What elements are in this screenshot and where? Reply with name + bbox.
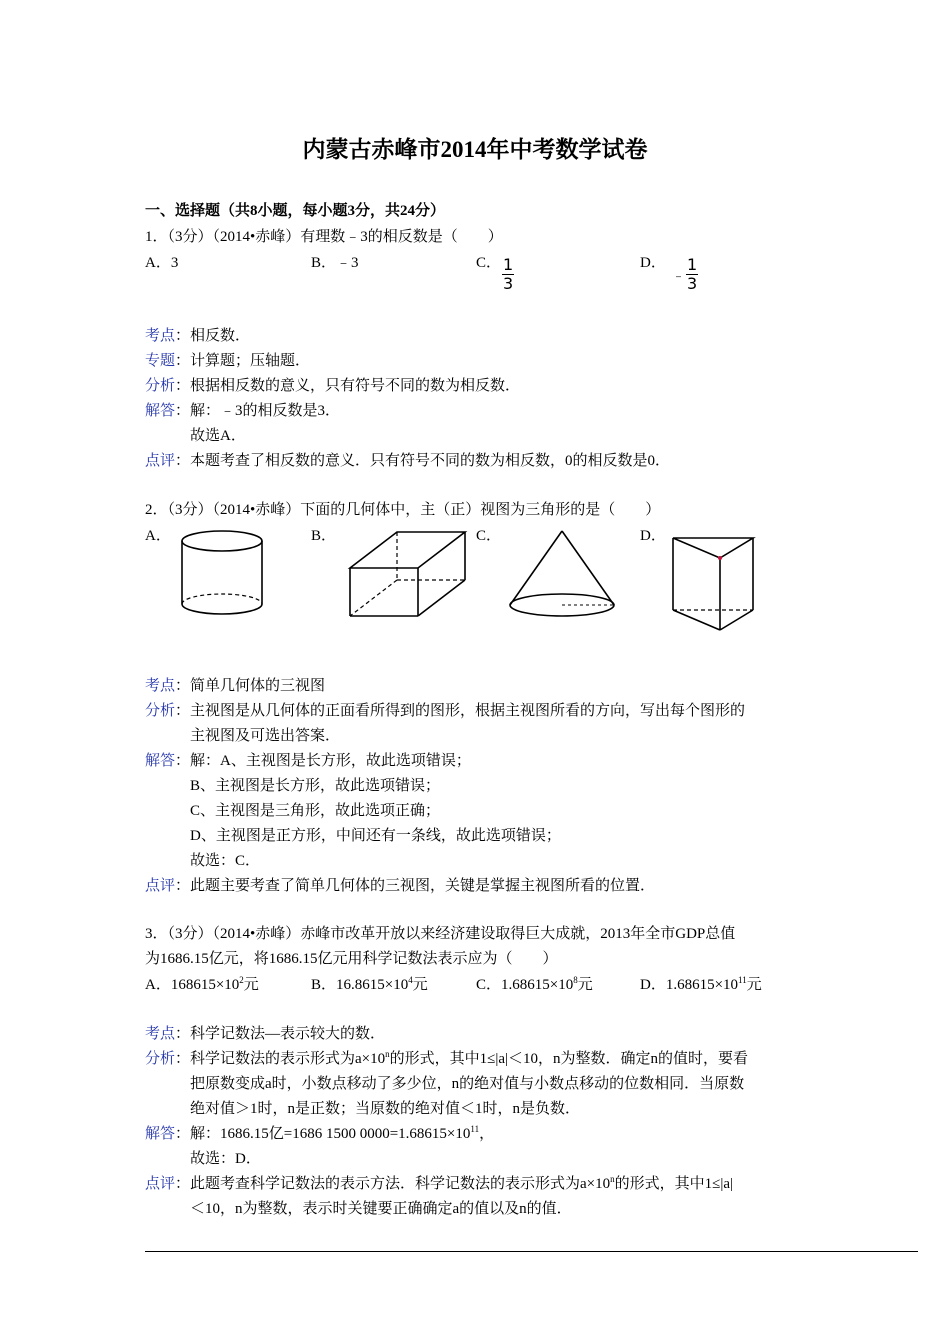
fenxi-text-a: ：科学记数法的表示形式为a×10 [175,1051,386,1067]
option-a-unit: 元 [243,977,259,993]
option-d-unit: 元 [746,977,762,993]
dianping-text: ：此题主要考查了简单几何体的三视图，关键是掌握主视图所看的位置． [175,878,656,894]
q1-zhuanti [145,351,310,371]
q1-d-denominator: 3 [687,274,698,293]
q1-option-c-label: C． [476,255,502,271]
q3-dianping-2: ＜10，n为整数，表示时关键要正确确定a的值以及n的值． [190,1201,572,1217]
fenxi-label: 分析 [145,703,176,719]
q3-option-c [476,975,593,995]
zhuanti-label: 专题 [145,353,176,369]
q2-option-d: D． [640,528,666,544]
q2-jieda-3: C、主视图是三角形，故此选项正确； [190,803,441,819]
q2-option-a: A． [145,528,171,544]
fenxi-text: ：根据相反数的意义，只有符号不同的数为相反数． [175,378,521,394]
jieda-text-b: ， [479,1126,495,1142]
option-d-base: D．1.68615×10 [640,977,739,993]
q1-option-d-label: D． [640,255,666,271]
page-title: 内蒙古赤峰市2014年中考数学试卷 [302,137,648,162]
option-c-base: C．1.68615×10 [476,977,574,993]
q3-dianping [145,1174,733,1194]
dianping-exponent: n [610,1174,615,1184]
jieda-label: 解答 [145,403,176,419]
option-c-unit: 元 [577,977,593,993]
q2-option-c: C． [476,528,502,544]
fenxi-label: 分析 [145,1051,176,1067]
dianping-text-b: 的形式，其中1≤|a| [614,1176,734,1192]
dianping-label: 点评 [145,453,176,469]
q1-option-b: B．﹣3 [311,255,359,271]
fenxi-label: 分析 [145,378,176,394]
option-b-base: B．16.8615×10 [311,977,409,993]
jieda-text: ：解：A、主视图是长方形，故此选项错误； [175,753,471,769]
footer-rule [145,1251,918,1252]
cylinder-figure [175,528,270,618]
q1-d-numerator: 1 [687,255,698,274]
q1-c-denominator: 3 [503,274,514,293]
q3-option-b [311,975,428,995]
jieda-text-a: ：解：1686.15亿=1686 1500 0000=1.68615×10 [175,1126,471,1142]
q1-jieda [145,401,340,421]
kaodian-text: ：相反数． [175,328,251,344]
q3-fenxi-3: 绝对值＞1时，n是正数；当原数的绝对值＜1时，n是负数． [190,1101,581,1117]
q1-option-d-sign: ﹣ [672,268,686,283]
q1-kaodian [145,326,250,346]
q3-kaodian [145,1024,385,1044]
q3-fenxi-2: 把原数变成a时，小数点移动了多少位，n的绝对值与小数点移动的位数相同．当原数 [190,1076,745,1092]
option-c-exponent: 8 [573,975,578,985]
q3-fenxi [145,1049,748,1069]
q2-fenxi-2: 主视图及可选出答案． [190,728,341,744]
q2-jieda-2: B、主视图是长方形，故此选项错误； [190,778,441,794]
triangular-prism-figure [668,528,763,633]
zhuanti-text: ：计算题；压轴题． [175,353,311,369]
jieda-label: 解答 [145,1126,176,1142]
dianping-text-a: ：此题考查科学记数法的表示方法．科学记数法的表示形式为a×10 [175,1176,611,1192]
q2-jieda-5: 故选：C． [190,853,261,869]
option-b-exponent: 4 [408,975,413,985]
q2-kaodian [145,676,325,696]
jieda-label: 解答 [145,753,176,769]
q1-stem: 1．（3分）（2014•赤峰）有理数﹣3的相反数是（ ） [145,229,503,245]
option-a-base: A．168615×10 [145,977,240,993]
option-b-unit: 元 [412,977,428,993]
q1-option-d-fraction [686,256,698,293]
q2-dianping [145,876,655,896]
q2-jieda [145,751,471,771]
q2-jieda-4: D、主视图是正方形，中间还有一条线，故此选项错误； [190,828,561,844]
q2-stem: 2．（3分）（2014•赤峰）下面的几何体中，主（正）视图为三角形的是（ ） [145,502,661,518]
kaodian-text: ：科学记数法—表示较大的数． [175,1026,386,1042]
q3-option-a [145,975,259,995]
kaodian-text: ：简单几何体的三视图 [175,678,326,694]
fenxi-exponent: n [385,1049,390,1059]
fenxi-text: ：主视图是从几何体的正面看所得到的图形，根据主视图所看的方向，写出每个图形的 [175,703,746,719]
cuboid-figure [345,528,470,623]
fenxi-text-b: 的形式，其中1≤|a|＜10，n为整数．确定n的值时，要看 [389,1051,749,1067]
dianping-text: ：本题考查了相反数的意义．只有符号不同的数为相反数，0的相反数是0． [175,453,671,469]
q3-stem-1: 3．（3分）（2014•赤峰）赤峰市改革开放以来经济建设取得巨大成就，2013年全市GDP总值 [145,926,736,942]
q2-option-b: B． [311,528,337,544]
q1-fenxi [145,376,520,396]
q1-jieda-2: 故选A． [190,428,246,444]
dianping-label: 点评 [145,878,176,894]
q2-fenxi [145,701,745,721]
q1-option-c-fraction [502,256,514,293]
q1-dianping [145,451,670,471]
q3-stem-2: 为1686.15亿元，将1686.15亿元用科学记数法表示应为（ ） [145,951,558,967]
q1-option-a: A．3 [145,255,179,271]
q3-jieda-2: 故选：D． [190,1151,261,1167]
q1-c-numerator: 1 [503,255,514,274]
jieda-exponent: 11 [470,1124,480,1134]
q3-jieda [145,1124,494,1144]
option-a-exponent: 2 [239,975,244,985]
jieda-text: ：解：﹣3的相反数是3． [175,403,341,419]
kaodian-label: 考点 [145,678,176,694]
kaodian-label: 考点 [145,328,176,344]
dianping-label: 点评 [145,1176,176,1192]
q3-option-d [640,975,762,995]
section-heading: 一、选择题（共8小题，每小题3分，共24分） [145,203,446,219]
kaodian-label: 考点 [145,1026,176,1042]
option-d-exponent: 11 [738,975,747,985]
cone-figure [505,528,620,618]
